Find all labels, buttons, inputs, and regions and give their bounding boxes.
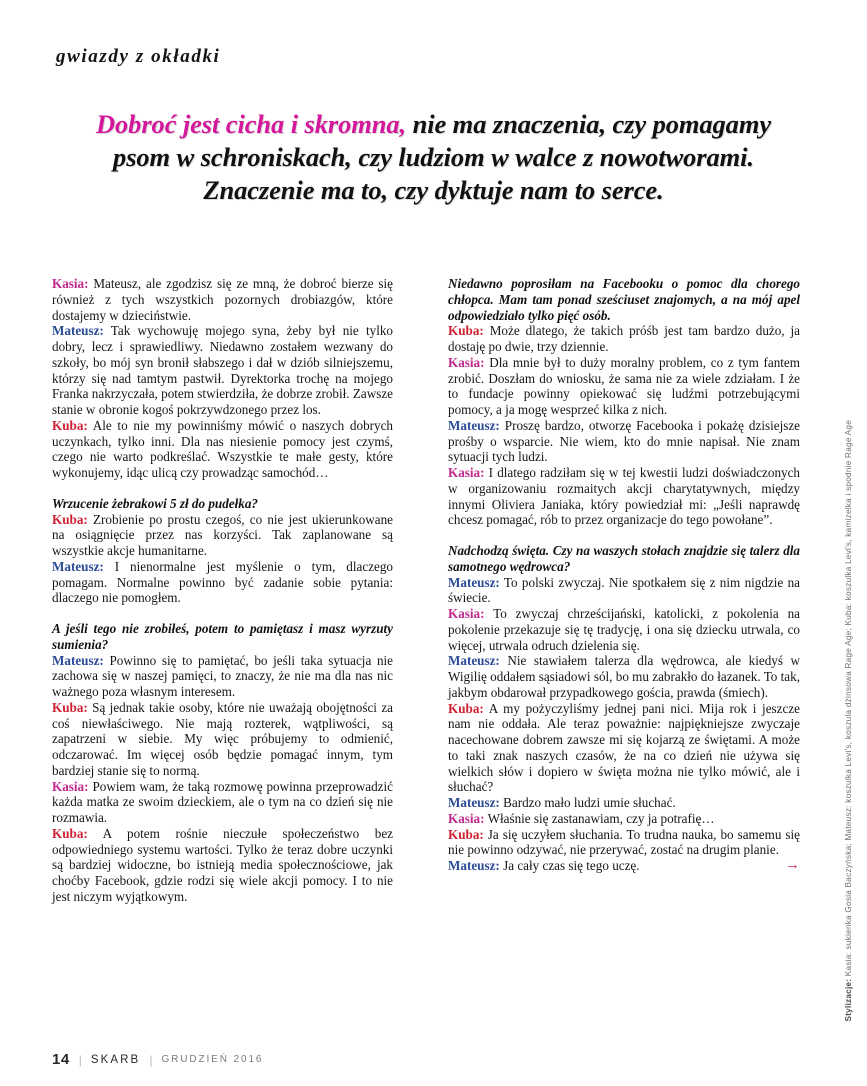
section-kicker: gwiazdy z okładki: [56, 46, 221, 67]
speaker-label-kuba: Kuba:: [448, 323, 484, 339]
speaker-label-kuba: Kuba:: [448, 826, 484, 842]
footer-separator-1: |: [78, 1052, 82, 1067]
dialogue-text: Ale to nie my powinniśmy mówić o naszych dobrych uczynkach, tylko inni. Dla nas niesienie pomocy jest czymś, czego nie warto podkreślać. Wszystkie te małe gesty, które wykonujemy, idąc ulicą czy prowadząc samochód…: [52, 417, 393, 480]
speaker-label-mateusz: Mateusz:: [448, 653, 500, 669]
dialogue-line: [52, 512, 393, 559]
speaker-label-kuba: Kuba:: [52, 699, 88, 715]
interview-question: Niedawno poprosiłam na Facebooku o pomoc dla chorego chłopca. Mam tam ponad sześciuset znajomych, a na mój apel odpowiedziało tylko pięć osób.: [448, 276, 800, 323]
styling-credit: [844, 420, 853, 1022]
dialogue-line: [52, 779, 393, 826]
speaker-label-kuba: Kuba:: [52, 511, 88, 527]
headline-accent-text: Dobroć jest cicha i skromna,: [96, 109, 407, 139]
page-number: 14: [52, 1051, 70, 1068]
dialogue-text: Ja cały czas się tego uczę.: [499, 858, 640, 873]
footer-separator-2: |: [149, 1052, 153, 1067]
dialogue-line: [448, 606, 800, 653]
dialogue-line: [448, 811, 800, 827]
dialogue-line: [448, 575, 800, 607]
speaker-label-kasia: Kasia:: [52, 778, 89, 794]
speaker-label-kasia: Kasia:: [448, 354, 485, 370]
dialogue-text: To zwyczaj chrześcijański, katolicki, z pokolenia na pokolenie przekazuje się tę tradycję, i ona się dziecku utrwala, co więcej, utrwala odruch dzielenia się.: [448, 606, 800, 653]
dialogue-line: [52, 323, 393, 418]
speaker-label-kasia: Kasia:: [52, 276, 89, 291]
page-footer: [52, 1051, 263, 1068]
speaker-label-mateusz: Mateusz:: [448, 858, 500, 873]
dialogue-line: [52, 700, 393, 779]
dialogue-line: [448, 465, 800, 528]
dialogue-text: Bardzo mało ludzi umie słuchać.: [499, 795, 676, 810]
dialogue-line: [448, 701, 800, 796]
dialogue-line-last: [448, 858, 800, 874]
dialogue-text: Mateusz, ale zgodzisz się ze mną, że dobroć bierze się również z tych wszystkich pozornych drobiazgów, które dostajemy w dzieciństwie.: [52, 276, 393, 323]
dialogue-line: [52, 559, 393, 606]
speaker-label-kuba: Kuba:: [52, 417, 88, 433]
issue-date: GRUDZIEŃ 2016: [161, 1054, 264, 1065]
dialogue-line: [52, 418, 393, 481]
speaker-label-kasia: Kasia:: [448, 810, 485, 826]
article-column-right: [448, 276, 800, 874]
dialogue-text: Proszę bardzo, otworzę Facebooka i pokażę dzisiejsze prośby o wsparcie. Nie wiem, kto do mnie napisał. Nie znam sytuacji tych ludzi.: [448, 417, 800, 465]
styling-credit-text: Kasia: sukienka Gosia Baczyńska; Mateusz: koszulka Levi's, koszula dżinsowa Rage Age; Kuba: koszulka Levi's, kamizelka i spodnie Rage Age: [844, 420, 853, 980]
interview-question: A jeśli tego nie zrobiłeś, potem to pamiętasz i masz wyrzuty sumienia?: [52, 621, 393, 652]
dialogue-line: [52, 653, 393, 700]
dialogue-line: [448, 795, 800, 811]
dialogue-line: [448, 355, 800, 418]
speaker-label-mateusz: Mateusz:: [52, 558, 104, 574]
dialogue-text: A potem rośnie nieczułe społeczeństwo bez odpowiedniego systemu wartości. Tylko że teraz dobre uczynki są bardziej widoczne, bo istnieją media społecznościowe, jak choćby Facebook, gdzie rodzi się wiele akcji pomocy. I to nie jest niczym wyjątkowym.: [52, 825, 393, 904]
interview-question: Wrzucenie żebrakowi 5 zł do pudełka?: [52, 495, 259, 511]
speaker-label-kasia: Kasia:: [448, 606, 485, 621]
speaker-label-mateusz: Mateusz:: [52, 652, 104, 668]
dialogue-text: Właśnie się zastanawiam, czy ja potrafię…: [484, 810, 715, 826]
dialogue-text: A my pożyczyliśmy jednej pani nici. Mija rok i jeszcze nam nie oddała. Ale teraz poważnie: najpiękniejsze zwyczaje nacechowane dobrem zawsze mi się kojarzą ze świętami. A może to taki znak naszych czasów, że na co dzień nie używa się wielkich słów i dopiero w święta można nie tylko mówić, ale i słuchać?: [448, 700, 800, 795]
dialogue-text: Tak wychowuję mojego syna, żeby był nie tylko dobry, lecz i sprawiedliwy. Niedawno zostałem wezwany do szkoły, bo mój syn bronił słabszego i dał w dziób silniejszemu, którzy się nad tamtym pastwił. Dyrektorka trochę na mojego Franka nakrzyczała, potem stwierdziła, że dobrze zrobił. Zawsze stanie w obronie kogoś pokrzywdzonego przez los.: [52, 323, 393, 417]
pull-quote-headline: [70, 108, 797, 207]
speaker-label-mateusz: Mateusz:: [448, 417, 500, 433]
continue-arrow-icon: →: [785, 857, 800, 873]
styling-credit-label: Stylizacje:: [844, 979, 853, 1022]
speaker-label-kuba: Kuba:: [52, 825, 88, 841]
dialogue-text: Może dlatego, że takich próśb jest tam bardzo dużo, ja dostaję po dwie, trzy dziennie.: [448, 323, 800, 354]
interview-question: Nadchodzą święta. Czy na waszych stołach znajdzie się talerz dla samotnego wędrowca?: [448, 543, 800, 574]
speaker-label-kasia: Kasia:: [448, 465, 485, 480]
headline-rest-text: nie ma znaczenia, czy pomagamy psom w schroniskach, czy ludziom w walce z nowotworami. Znaczenie ma to, czy dyktuje nam to serce.: [113, 109, 771, 205]
dialogue-text: Powinno się to pamiętać, bo jeśli taka sytuacja nie zachowa się w naszej pamięci, to znaczy, że nie ma dla nas nic ważnego poza własnym interesem.: [52, 652, 393, 699]
dialogue-line: [52, 826, 393, 905]
dialogue-text: Dla mnie był to duży moralny problem, co z tym fantem zrobić. Doszłam do wniosku, że sama nie za wiele zdziałam. I że to fundacje powinny opiekować się ludźmi potrzebującymi pomocy, a ja mogę wesprzeć kilka z nich.: [448, 354, 800, 417]
dialogue-text: Są jednak takie osoby, które nie uważają obojętności za coś niewłaściwego. Nie mają rozterek, wątpliwości, są zapatrzeni w siebie. My więc próbujemy to odmienić, odczarować. Im więcej osób będzie pomagać innym, tym bardziej stanie się to normą.: [52, 699, 393, 778]
dialogue-line: [52, 276, 393, 323]
dialogue-text: I dlatego radziłam się w tej kwestii ludzi doświadczonych w organizowaniu rozmaitych akcji charytatywnych, między innymi Oliviera Janiaka, który powiedział mi: „Jeśli naprawdę chcesz pomagać, rób to przez organizacje do tego powołane”.: [448, 465, 800, 528]
dialogue-line: [448, 323, 800, 355]
dialogue-text: To polski zwyczaj. Nie spotkałem się z nim nigdzie na świecie.: [448, 574, 800, 606]
dialogue-text: Zrobienie po prostu czegoś, co nie jest ukierunkowane na osiągnięcie przez nas korzyści. Tak zaplanowane są wszystkie akcje humanitarne.: [52, 511, 393, 558]
dialogue-line: [448, 827, 800, 859]
dialogue-text: Ja się uczyłem słuchania. To trudna nauka, bo samemu się nie powinno odzywać, nie przerywać, zostać na drugim planie.: [448, 826, 800, 858]
dialogue-line: [448, 653, 800, 700]
magazine-name: SKARB: [90, 1053, 141, 1066]
article-column-left: [52, 276, 393, 905]
speaker-label-mateusz: Mateusz:: [52, 323, 104, 339]
dialogue-line: [448, 418, 800, 465]
speaker-label-mateusz: Mateusz:: [448, 574, 500, 590]
speaker-label-mateusz: Mateusz:: [448, 795, 500, 810]
speaker-label-kuba: Kuba:: [448, 700, 484, 716]
dialogue-text: Nie stawiałem talerza dla wędrowca, ale kiedyś w Wigilię oddałem sąsiadowi sól, bo mu zabrakło do łazanek. To tak, jakbym obdarował przypadkowego gościa, prawda (śmiech).: [448, 653, 800, 700]
dialogue-text: Powiem wam, że taką rozmowę powinna przeprowadzić każda matka ze swoim dzieckiem, ale o tym na co dzień się nie rozmawia.: [52, 778, 393, 825]
dialogue-text: I nienormalne jest myślenie o tym, dlaczego pomagam. Normalne powinno być zadanie sobie pytania: dlaczego nie pomogłem.: [52, 558, 393, 606]
